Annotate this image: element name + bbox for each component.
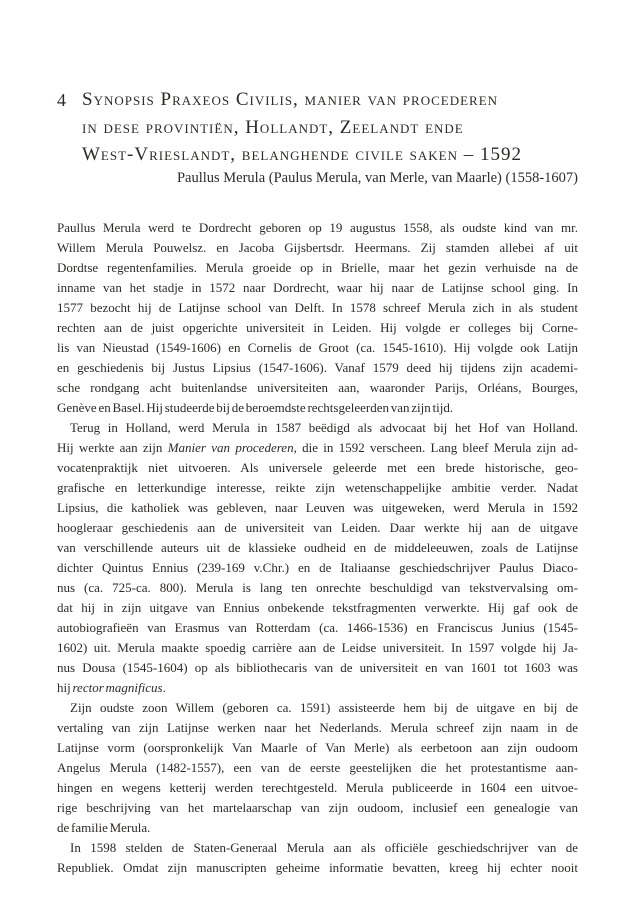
- text-line: [57, 218, 578, 238]
- text-run: rige beschrijving van het martelaarschap van zijn oudoom, inclusief een genealogie van: [57, 800, 578, 815]
- text-run: dat hij in zijn uitgave van Ennius onbekende tekstfragmenten verwerkte. Hij gaf ook de: [57, 600, 578, 615]
- text-run: nus (ca. 725-ca. 800). Merula is lang ten onrechte beschuldigd van tekstvervalsing om-: [57, 580, 578, 595]
- chapter-subtitle: Paullus Merula (Paulus Merula, van Merle, van Maarle) (1558-1607): [176, 170, 578, 186]
- chapter-number: 4: [57, 90, 66, 110]
- text-line: [57, 598, 578, 618]
- text-line: [57, 278, 578, 298]
- text-line: [57, 538, 578, 558]
- chapter-heading-row: [57, 86, 578, 169]
- paragraph: [57, 218, 578, 418]
- text-run: Hij werkte aan zijn: [57, 440, 168, 455]
- text-run: sche rondgang acht buitenlandse universiteiten aan, waaronder Parijs, Orléans, Bourges,: [57, 380, 578, 395]
- text-run: inname van het stadje in 1572 naar Dordrecht, waar hij naar de Latijnse school ging. In: [57, 280, 578, 295]
- text-line: [57, 718, 578, 738]
- paragraph: [57, 418, 578, 698]
- title-line: in dese provintiën, Hollandt, Zeelandt ende: [82, 116, 464, 138]
- text-run: hoogleraar geschiedenis aan de universiteit van Leiden. Daar werkte hij aan de uitgave: [57, 520, 578, 535]
- italic-text: Manier van procederen: [167, 440, 294, 455]
- text-run: Terug in Holland, werd Merula in 1587 beëdigd als advocaat bij het Hof van Holland.: [70, 420, 578, 435]
- chapter-title: [82, 86, 578, 169]
- text-line: [57, 658, 578, 678]
- text-line: [57, 798, 578, 818]
- text-run: , die in 1592 verscheen. Lang bleef Merula zijn ad-: [293, 440, 579, 455]
- text-run: Latijnse vorm (oorspronkelijk Van Maarle of Van Merle) als eerbetoon aan zijn oudoom: [57, 740, 578, 755]
- text-line: [57, 478, 578, 498]
- text-run: hij: [57, 680, 73, 695]
- text-line: [57, 458, 578, 478]
- text-run: Republiek. Omdat zijn manuscripten geheime informatie bevatten, kreeg hij echter nooit: [57, 860, 578, 875]
- text-run: vocatenpraktijk niet uitvoeren. Als universele geleerde met een brede historische, geo-: [57, 460, 578, 475]
- body-text: [57, 218, 578, 878]
- text-line: [57, 238, 578, 258]
- text-line: [57, 698, 578, 718]
- text-run: Zijn oudste zoon Willem (geboren ca. 1591) assisteerde hem bij de uitgave en bij de: [70, 700, 578, 715]
- text-run: autobiografieën van Erasmus van Rotterdam (ca. 1466-1536) en Franciscus Junius (1545-: [57, 620, 578, 635]
- text-line: [57, 558, 578, 578]
- text-run: nus Dousa (1545-1604) op als bibliothecaris van de universiteit en van 1601 tot 1603 was: [57, 660, 578, 675]
- text-line: [57, 858, 578, 878]
- text-run: Genève en Basel. Hij studeerde bij de beroemdste rechtsgeleerden van zijn tijd.: [57, 400, 454, 415]
- text-line: [57, 298, 578, 318]
- text-run: .: [162, 680, 166, 695]
- text-run: grafische en letterkundige interesse, reikte zijn wetenschappelijke ambitie verder. Nadat: [57, 480, 578, 495]
- text-line: [57, 578, 578, 598]
- text-run: Lipsius, die katholiek was gebleven, naar Leuven was uitgeweken, werd Merula in 1592: [57, 500, 578, 515]
- text-line: [57, 818, 578, 838]
- title-line: West-Vrieslandt, belanghende civile saken – 1592: [82, 144, 523, 165]
- text-run: lis van Nieustad (1549-1606) en Cornelis de Groot (ca. 1545-1610). Hij volgde ook Latijn: [57, 340, 578, 355]
- text-run: en geschiedenis bij Justus Lipsius (1547-1606). Vanaf 1579 deed hij tijdens zijn academi-: [57, 360, 578, 375]
- text-line: [57, 418, 578, 438]
- italic-text: rector magnificus: [72, 680, 163, 695]
- text-run: Angelus Merula (1482-1557), een van de eerste geestelijken die het protestantisme aan-: [57, 760, 578, 775]
- text-line: [57, 258, 578, 278]
- text-line: [57, 318, 578, 338]
- text-line: [57, 398, 578, 418]
- paragraph: [57, 838, 578, 878]
- text-line: [57, 738, 578, 758]
- text-run: Dordtse regentenfamilies. Merula groeide op in Brielle, maar het gezin verhuisde na de: [57, 260, 578, 275]
- text-run: 1577 bezocht hij de Latijnse school van Delft. In 1578 schreef Merula zich in als student: [57, 300, 578, 315]
- text-line: [57, 838, 578, 858]
- text-line: [57, 638, 578, 658]
- text-line: [57, 758, 578, 778]
- text-run: van verschillende auteurs uit de klassieke oudheid en de middeleeuwen, zoals de Latijnse: [57, 540, 578, 555]
- text-line: [57, 438, 578, 458]
- paragraph: [57, 698, 578, 838]
- text-line: [57, 338, 578, 358]
- text-line: [57, 498, 578, 518]
- text-line: [57, 358, 578, 378]
- chapter-header: [57, 86, 578, 188]
- text-line: [57, 778, 578, 798]
- text-run: dichter Quintus Ennius (239-169 v.Chr.) en de Italiaanse geschiedschrijver Paulus Diaco-: [57, 560, 578, 575]
- text-run: Willem Merula Pouwelsz. en Jacoba Gijsbertsdr. Heermans. Zij stamden allebei af uit: [57, 240, 578, 255]
- text-run: Paullus Merula werd te Dordrecht geboren op 19 augustus 1558, als oudste kind van mr.: [57, 220, 578, 235]
- text-run: de familie Merula.: [57, 820, 151, 835]
- text-run: vertaling van zijn Latijnse werken naar het Nederlands. Merula schreef zijn naam in de: [57, 720, 578, 735]
- text-run: In 1598 stelden de Staten-Generaal Merula aan als officiële geschiedschrijver van de: [70, 840, 578, 855]
- title-line: Synopsis Praxeos Civilis, manier van procederen: [82, 89, 499, 110]
- text-run: 1602) uit. Merula maakte spoedig carrière aan de Leidse universiteit. In 1597 volgde hij Ja-: [57, 640, 578, 655]
- text-run: rechten aan de juist opgerichte universiteit in Leiden. Hij volgde er colleges bij Corne-: [57, 320, 578, 335]
- text-line: [57, 678, 578, 698]
- text-line: [57, 378, 578, 398]
- text-line: [57, 518, 578, 538]
- text-run: hingen en wegens ketterij werden terechtgesteld. Merula publiceerde in 1604 een uitvoe-: [57, 780, 578, 795]
- text-line: [57, 618, 578, 638]
